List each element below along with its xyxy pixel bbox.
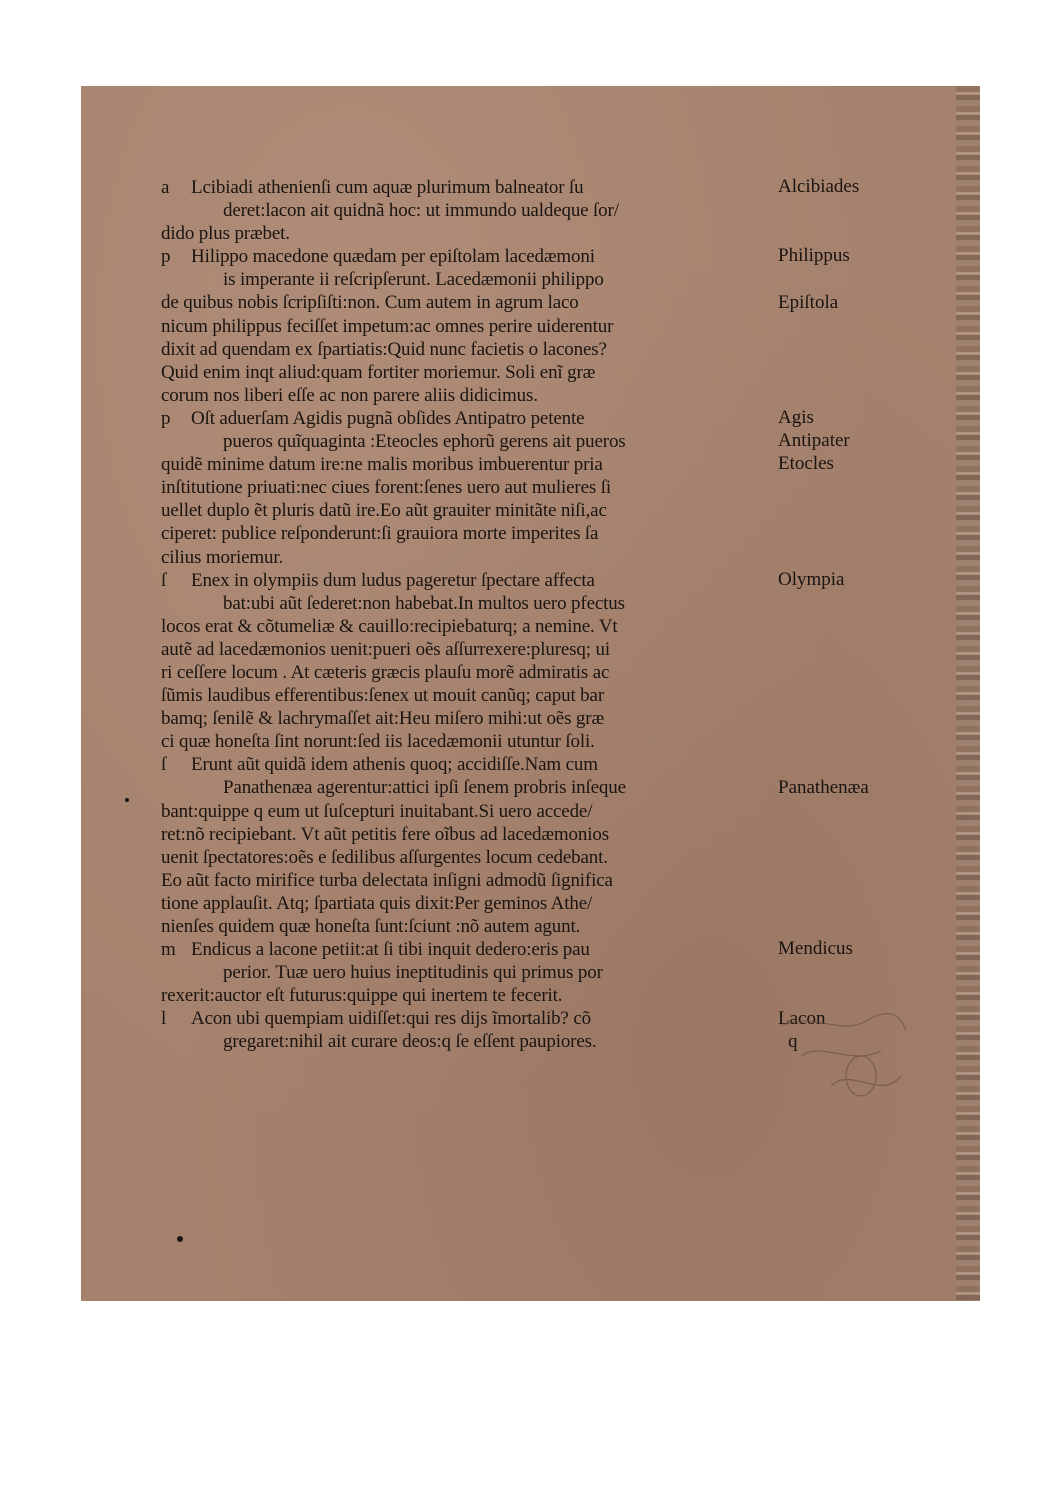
line-text: bant:quippe q eum ut ſuſcepturi inuitabant.Si uero accede/ [161,800,593,822]
marginal-note: Epiſtola [778,291,839,313]
text-line [161,823,771,846]
line-text: perior. Tuæ uero huius ineptitudinis qui primus por [223,962,603,984]
line-text: Hilippo macedone quædam per epiſtolam lacedæmoni [191,246,595,268]
text-line [161,315,771,338]
text-line [161,222,771,245]
line-text: Oſt aduerſam Agidis pugnã obſides Antipatro petente [191,407,585,429]
line-text: ciperet: publice reſponderunt:ſi grauiora morte imperites ſa [161,523,599,545]
line-text: rexerit:auctor eſt futurus:quippe qui inertem te fecerit. [161,985,563,1007]
guide-letter: l [161,1008,167,1030]
line-text: Eo aũt facto mirifice turba delectata inſigni admodũ ſignifica [161,869,613,891]
line-text: ri ceſſere locum . At cæteris græcis plauſu morẽ admiratis ac [161,661,610,683]
book-page [81,86,980,1301]
line-text: tione applauſit. Atq; ſpartiata quis dixit:Per geminos Athe/ [161,892,593,914]
text-line [161,291,771,314]
line-text: Panathenæa agerentur:attici ipſi ſenem probris inſeque [223,777,626,799]
marginal-note: Alcibiades [778,176,860,197]
line-text: Acon ubi quempiam uidiſſet:qui res dijs ĩmortalib? cõ [191,1008,591,1030]
guide-letter: ſ [161,569,167,591]
text-line [161,846,771,869]
text-line [161,245,771,268]
text-line [161,753,771,776]
text-line [161,499,771,522]
text-line [161,569,771,592]
text-line [161,1007,771,1030]
text-line [161,892,771,915]
text-line [161,384,771,407]
marginal-note: Mendicus [778,938,853,960]
line-text: dido plus præbet. [161,223,290,245]
text-line [161,1030,771,1053]
ownership-stamp [771,1006,911,1106]
ink-dot [125,798,129,802]
line-text: inſtitutione priuati:nec ciues forent:ſenes uero aut mulieres ſi [161,477,611,499]
line-text: Lcibiadi athenienſi cum aquæ plurimum balneator ſu [191,177,584,198]
text-line [161,453,771,476]
marginal-note: q [788,1030,798,1052]
marginal-note: Olympia [778,568,845,590]
guide-letter: a [161,177,170,198]
text-line [161,615,771,638]
line-text: uellet duplo ẽt pluris datũ ire.Eo aũt grauiter minitãte niſi,ac [161,500,607,522]
text-line [161,199,771,222]
line-text: ret:nõ recipiebant. Vt aũt petitis fere oĩbus ad lacedæmonios [161,823,609,845]
text-line [161,684,771,707]
text-line [161,800,771,823]
text-line [161,522,771,545]
line-text: bat:ubi aũt ſederet:non habebat.In multos uero pfectus [223,592,625,614]
text-line [161,776,771,799]
marginal-note: Panathenæa [778,776,869,798]
text-line [161,938,771,961]
line-text: Quid enim inqt aliud:quam fortiter moriemur. Soli enĩ græ [161,361,596,383]
text-line [161,984,771,1007]
text-line [161,592,771,615]
ink-dot [177,1236,183,1242]
marginal-note: Lacon [778,1007,826,1029]
line-text: uenit ſpectatores:oẽs e ſedilibus aſſurgentes locum cedebant. [161,846,608,868]
line-text: de quibus nobis ſcripſiſti:non. Cum autem in agrum laco [161,292,579,314]
text-line [161,268,771,291]
line-text: Erunt aũt quidã idem athenis quoq; accidiſſe.Nam cum [191,754,598,776]
line-text: corum nos liberi eſſe ac non parere aliis didicimus. [161,384,538,406]
marginal-note: Antipater [778,430,850,452]
line-text: nicum philippus feciſſet impetum:ac omnes perire uiderentur [161,315,614,337]
guide-letter: ſ [161,754,167,776]
text-line [161,915,771,938]
guide-letter: p [161,407,171,429]
line-text: quidẽ minime datum ire:ne malis moribus imbuerentur pria [161,454,603,476]
guide-letter: p [161,246,171,268]
text-line [161,338,771,361]
line-text: deret:lacon ait quidnã hoc: ut immundo ualdeque ſor/ [223,200,619,222]
guide-letter: m [161,939,176,961]
body-text [161,176,771,1054]
line-text: bamq; ſenilẽ & lachrymaſſet ait:Heu miſero mihi:ut oẽs græ [161,708,604,730]
marginal-note: Agis [778,407,814,428]
text-line [161,638,771,661]
text-line [161,476,771,499]
line-text: cilius moriemur. [161,546,284,568]
line-text: gregaret:nihil ait curare deos:q ſe eſſent paupiores. [223,1031,597,1053]
text-line [161,546,771,569]
line-text: autẽ ad lacedæmonios uenit:pueri oẽs aſſurrexere:pluresq; ui [161,638,610,660]
line-text: Endicus a lacone petiit:at ſi tibi inquit dedero:eris pau [191,939,590,961]
line-text: locos erat & cõtumeliæ & cauillo:recipiebaturq; a nemine. Vt [161,615,618,637]
text-line [161,361,771,384]
line-text: dixit ad quendam ex ſpartiatis:Quid nunc facietis o lacones? [161,338,607,360]
line-text: Enex in olympiis dum ludus pageretur ſpectare affecta [191,569,595,591]
line-text: nienſes quidem quæ honeſta ſunt:ſciunt :nõ autem agunt. [161,916,581,937]
text-line [161,176,771,199]
text-line [161,869,771,892]
text-line [161,730,771,753]
line-text: ſũmis laudibus efferentibus:ſenex ut mouit canũq; caput bar [161,685,604,707]
text-line [161,961,771,984]
text-line [161,407,771,430]
line-text: ci quæ honeſta ſint norunt:ſed iis lacedæmonii utuntur ſoli. [161,731,595,753]
marginal-note: Philippus [778,245,850,267]
text-line [161,661,771,684]
line-text: pueros quĩquaginta :Eteocles ephorũ gerens ait pueros [223,431,626,453]
text-line [161,430,771,453]
marginal-note: Etocles [778,453,834,475]
text-line [161,707,771,730]
line-text: is imperante ii reſcripſerunt. Lacedæmonii philippo [223,269,604,291]
page-edge-binding [956,86,980,1301]
